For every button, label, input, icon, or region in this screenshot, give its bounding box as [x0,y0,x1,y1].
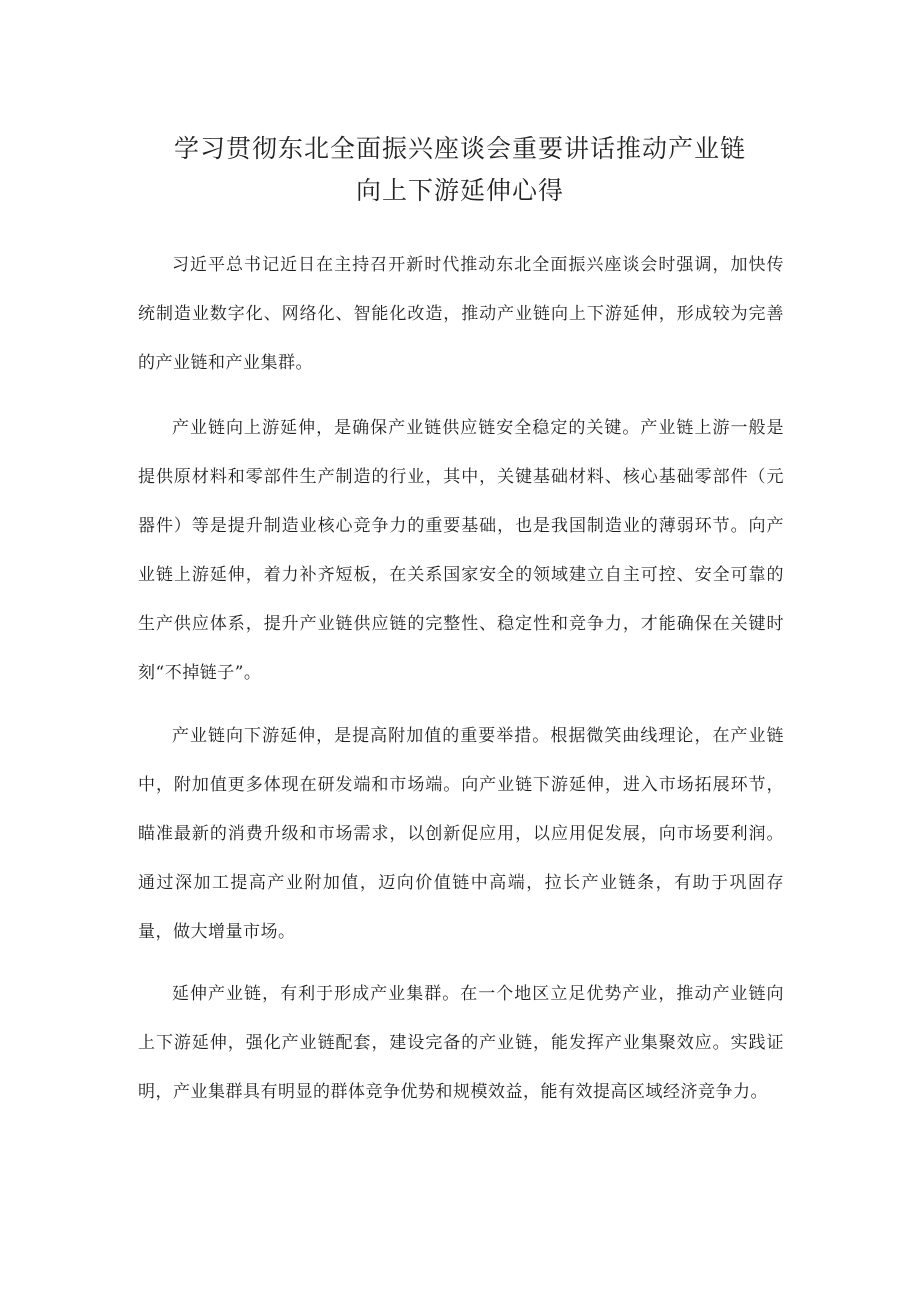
paragraph-2: 产业链向上游延伸，是确保产业链供应链安全稳定的关键。产业链上游一般是提供原材料和零部件生产制造的行业，其中，关键基础材料、核心基础零部件（元器件）等是提升制造业核心竞争力的重要基础，也是我国制造业的薄弱环节。向产业链上游延伸，着力补齐短板，在关系国家安全的领域建立自主可控、安全可靠的生产供应体系，提升产业链供应链的完整性、稳定性和竞争力，才能确保在关键时刻“不掉链子”。 [138,418,784,683]
paragraph-1: 习近平总书记近日在主持召开新时代推动东北全面振兴座谈会时强调，加快传统制造业数字化、网络化、智能化改造，推动产业链向上下游延伸，形成较为完善的产业链和产业集群。 [138,255,784,373]
paragraph-4: 延伸产业链，有利于形成产业集群。在一个地区立足优势产业，推动产业链向上下游延伸，强化产业链配套，建设完备的产业链，能发挥产业集聚效应。实践证明，产业集群具有明显的群体竞争优势和规模效益，能有效提高区域经济竞争力。 [138,984,784,1102]
paragraph-3: 产业链向下游延伸，是提高附加值的重要举措。根据微笑曲线理论，在产业链中，附加值更多体现在研发端和市场端。向产业链下游延伸，进入市场拓展环节，瞄准最新的消费升级和市场需求，以创新促应用，以应用促发展，向市场要利润。通过深加工提高产业附加值，迈向价值链中高端，拉长产业链条，有助于巩固存量，做大增量市场。 [138,726,784,942]
document-title [0,128,920,212]
document-title-line-2: 向上下游延伸心得 [355,176,564,205]
document-title-line-1: 学习贯彻东北全面振兴座谈会重要讲话推动产业链 [173,134,746,163]
